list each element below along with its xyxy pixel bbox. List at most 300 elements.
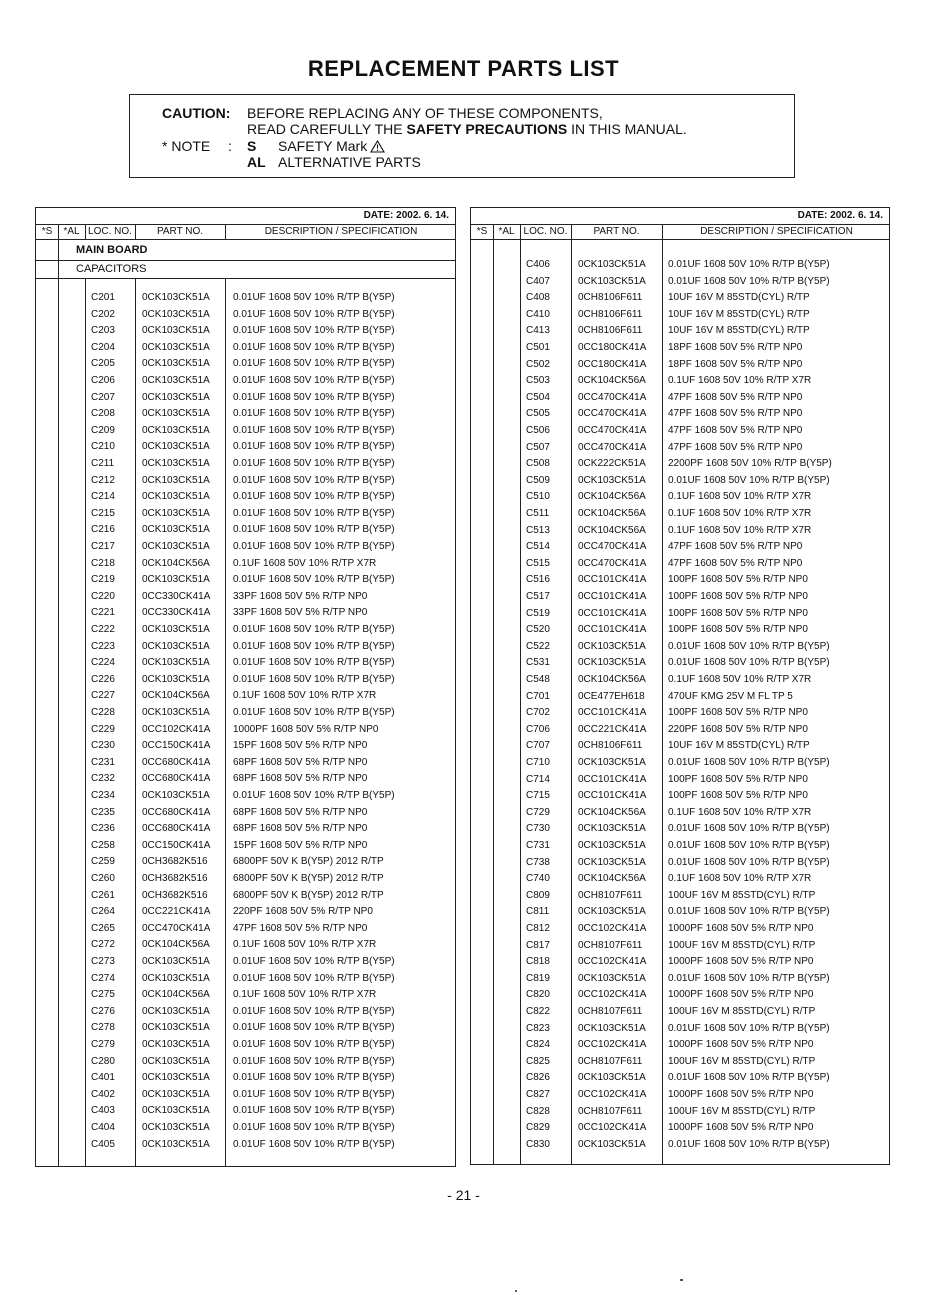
description-cell: 0.01UF 1608 50V 10% R/TP B(Y5P) xyxy=(233,458,395,469)
alternative-code: AL xyxy=(247,154,266,170)
description-cell: 470UF KMG 25V M FL TP 5 xyxy=(668,690,793,702)
table-row xyxy=(36,489,455,506)
table-header xyxy=(36,224,455,239)
description-cell: 0.01UF 1608 50V 10% R/TP B(Y5P) xyxy=(233,1022,395,1034)
loc-cell: C829 xyxy=(526,1122,550,1134)
loc-cell: C811 xyxy=(526,906,550,918)
description-cell: 0.01UF 1608 50V 10% R/TP B(Y5P) xyxy=(233,424,395,436)
loc-cell: C505 xyxy=(526,408,550,420)
loc-cell: C825 xyxy=(526,1055,550,1067)
section-main-board: MAIN BOARD xyxy=(76,244,148,256)
loc-cell: C514 xyxy=(526,541,550,553)
table-row xyxy=(36,307,455,324)
description-cell: 6800PF 50V K B(Y5P) 2012 R/TP xyxy=(233,873,384,884)
table-row xyxy=(471,904,889,921)
part-number-cell: 0CK104CK56A xyxy=(578,873,646,885)
table-row xyxy=(36,688,455,705)
table-row xyxy=(36,1004,455,1021)
loc-cell: C276 xyxy=(91,1005,115,1017)
table-row xyxy=(36,854,455,871)
table-row xyxy=(36,473,455,490)
description-cell: 0.01UF 1608 50V 10% R/TP B(Y5P) xyxy=(233,624,395,635)
table-row xyxy=(36,672,455,689)
loc-cell: C216 xyxy=(91,524,115,536)
header-s: *S xyxy=(41,226,53,237)
description-cell: 100UF 16V M 85STD(CYL) R/TP xyxy=(668,1105,816,1117)
table-row xyxy=(471,705,889,722)
loc-cell: C274 xyxy=(91,972,115,984)
header-desc: DESCRIPTION / SPECIFICATION xyxy=(264,226,418,237)
description-cell: 0.1UF 1608 50V 10% R/TP X7R xyxy=(668,524,812,536)
part-number-cell: 0CK103CK51A xyxy=(142,424,210,436)
table-row xyxy=(36,921,455,938)
loc-cell: C404 xyxy=(91,1122,115,1133)
loc-cell: C232 xyxy=(91,773,115,785)
table-row xyxy=(471,489,889,506)
description-cell: 0.01UF 1608 50V 10% R/TP B(Y5P) xyxy=(668,906,830,918)
loc-cell: C203 xyxy=(91,325,115,337)
table-row xyxy=(471,340,889,357)
part-number-cell: 0CK103CK51A xyxy=(142,507,210,519)
part-number-cell: 0CK103CK51A xyxy=(142,541,210,552)
loc-cell: C260 xyxy=(91,873,115,884)
table-row xyxy=(36,987,455,1004)
loc-cell: C221 xyxy=(91,607,115,619)
table-row xyxy=(471,838,889,855)
scan-speck xyxy=(680,1279,683,1281)
description-cell: 1000PF 1608 50V 5% R/TP NP0 xyxy=(668,956,814,968)
part-number-cell: 0CC470CK41A xyxy=(578,441,647,453)
description-cell: 0.1UF 1608 50V 10% R/TP X7R xyxy=(233,939,377,951)
table-row xyxy=(471,423,889,440)
table-row xyxy=(471,290,889,307)
part-number-cell: 0CK103CK51A xyxy=(578,1138,646,1150)
description-cell: 0.01UF 1608 50V 10% R/TP B(Y5P) xyxy=(233,341,395,353)
parts-table-right xyxy=(470,207,890,1165)
part-number-cell: 0CC330CK41A xyxy=(142,607,211,619)
loc-cell: C218 xyxy=(91,557,115,569)
part-number-cell: 0CK103CK51A xyxy=(142,375,210,386)
caution-line-2: READ CAREFULLY THE SAFETY PRECAUTIONS IN THIS MANUAL. xyxy=(247,121,687,137)
loc-cell: C264 xyxy=(91,906,115,918)
table-row xyxy=(471,572,889,589)
table-row xyxy=(471,655,889,672)
loc-cell: C823 xyxy=(526,1022,550,1034)
loc-cell: C202 xyxy=(91,308,115,320)
description-cell: 100UF 16V M 85STD(CYL) R/TP xyxy=(668,1006,816,1017)
part-number-cell: 0CC101CK41A xyxy=(578,607,647,619)
description-cell: 1000PF 1608 50V 5% R/TP NP0 xyxy=(668,989,814,1001)
description-cell: 0.01UF 1608 50V 10% R/TP B(Y5P) xyxy=(233,1072,395,1084)
part-number-cell: 0CK104CK56A xyxy=(578,508,646,519)
description-cell: 220PF 1608 50V 5% R/TP NP0 xyxy=(233,906,373,918)
description-cell: 0.01UF 1608 50V 10% R/TP B(Y5P) xyxy=(233,956,395,967)
part-number-cell: 0CK103CK51A xyxy=(142,341,210,353)
part-number-cell: 0CK103CK51A xyxy=(142,308,210,320)
loc-cell: C516 xyxy=(526,574,550,586)
part-number-cell: 0CK103CK51A xyxy=(578,640,646,652)
table-row xyxy=(36,821,455,838)
loc-cell: C208 xyxy=(91,408,115,420)
loc-cell: C230 xyxy=(91,740,115,752)
table-row xyxy=(36,406,455,423)
part-number-cell: 0CH8106F611 xyxy=(578,292,643,304)
part-number-cell: 0CC102CK41A xyxy=(578,923,647,934)
loc-cell: C236 xyxy=(91,823,115,835)
part-number-cell: 0CK103CK51A xyxy=(578,275,646,287)
loc-cell: C413 xyxy=(526,325,550,337)
description-cell: 100UF 16V M 85STD(CYL) R/TP xyxy=(668,939,816,951)
subsection-capacitors: CAPACITORS xyxy=(76,263,147,275)
loc-cell: C730 xyxy=(526,823,550,835)
table-row xyxy=(36,356,455,373)
description-cell: 15PF 1608 50V 5% R/TP NP0 xyxy=(233,740,368,752)
description-cell: 100PF 1608 50V 5% R/TP NP0 xyxy=(668,591,808,602)
table-row xyxy=(471,1037,889,1054)
part-number-cell: 0CC470CK41A xyxy=(142,922,211,934)
loc-cell: C214 xyxy=(91,491,115,503)
part-number-cell: 0CK103CK51A xyxy=(142,1088,210,1100)
table-row xyxy=(36,423,455,440)
loc-cell: C738 xyxy=(526,856,550,868)
loc-cell: C401 xyxy=(91,1072,115,1084)
part-number-cell: 0CK103CK51A xyxy=(578,856,646,868)
loc-cell: C531 xyxy=(526,657,550,669)
table-row xyxy=(36,589,455,606)
table-row xyxy=(471,888,889,905)
table-row xyxy=(36,805,455,822)
description-cell: 0.01UF 1608 50V 10% R/TP B(Y5P) xyxy=(668,840,830,851)
part-number-cell: 0CC180CK41A xyxy=(578,358,647,370)
part-number-cell: 0CC680CK41A xyxy=(142,823,211,835)
part-number-cell: 0CK103CK51A xyxy=(142,640,210,652)
description-cell: 0.01UF 1608 50V 10% R/TP B(Y5P) xyxy=(233,292,395,303)
safety-code: S xyxy=(247,138,257,154)
description-cell: 0.1UF 1608 50V 10% R/TP X7R xyxy=(233,989,377,1001)
part-number-cell: 0CC680CK41A xyxy=(142,756,211,768)
loc-cell: C702 xyxy=(526,707,550,719)
table-row xyxy=(471,622,889,639)
description-cell: 0.1UF 1608 50V 10% R/TP X7R xyxy=(668,375,812,387)
part-number-cell: 0CC470CK41A xyxy=(578,557,647,569)
part-number-cell: 0CK103CK51A xyxy=(142,491,210,503)
table-row xyxy=(471,1087,889,1104)
table-row xyxy=(36,722,455,739)
description-cell: 10UF 16V M 85STD(CYL) R/TP xyxy=(668,292,810,304)
table-row xyxy=(471,938,889,955)
description-cell: 1000PF 1608 50V 5% R/TP NP0 xyxy=(668,1089,814,1100)
loc-cell: C824 xyxy=(526,1039,550,1051)
loc-cell: C818 xyxy=(526,956,550,968)
table-row xyxy=(471,257,889,274)
table-row xyxy=(471,323,889,340)
description-cell: 0.01UF 1608 50V 10% R/TP B(Y5P) xyxy=(233,1138,395,1150)
part-number-cell: 0CK103CK51A xyxy=(142,624,210,635)
description-cell: 33PF 1608 50V 5% R/TP NP0 xyxy=(233,590,368,602)
description-cell: 2200PF 1608 50V 10% R/TP B(Y5P) xyxy=(668,458,832,470)
loc-cell: C710 xyxy=(526,757,550,768)
part-number-cell: 0CK103CK51A xyxy=(578,906,646,918)
description-cell: 0.1UF 1608 50V 10% R/TP X7R xyxy=(668,873,812,885)
part-number-cell: 0CC150CK41A xyxy=(142,839,211,851)
description-cell: 47PF 1608 50V 5% R/TP NP0 xyxy=(668,391,803,403)
description-cell: 0.01UF 1608 50V 10% R/TP B(Y5P) xyxy=(668,657,830,669)
table-row xyxy=(471,672,889,689)
part-number-cell: 0CC330CK41A xyxy=(142,590,211,602)
description-cell: 0.01UF 1608 50V 10% R/TP B(Y5P) xyxy=(233,1005,395,1017)
part-number-cell: 0CK103CK51A xyxy=(142,292,210,303)
table-row xyxy=(471,1104,889,1121)
part-number-cell: 0CH8107F611 xyxy=(578,889,643,901)
header-desc: DESCRIPTION / SPECIFICATION xyxy=(700,226,853,237)
table-row xyxy=(471,589,889,606)
part-number-cell: 0CK103CK51A xyxy=(142,408,210,420)
table-row xyxy=(36,1137,455,1154)
part-number-cell: 0CK103CK51A xyxy=(142,474,210,486)
parts-table-left xyxy=(35,207,456,1167)
table-row xyxy=(471,556,889,573)
part-number-cell: 0CC101CK41A xyxy=(578,790,647,802)
table-row xyxy=(36,771,455,788)
part-number-cell: 0CK103CK51A xyxy=(142,972,210,984)
loc-cell: C205 xyxy=(91,358,115,370)
description-cell: 0.01UF 1608 50V 10% R/TP B(Y5P) xyxy=(233,474,395,486)
part-number-cell: 0CC150CK41A xyxy=(142,740,211,752)
table-row xyxy=(471,373,889,390)
table-row xyxy=(471,987,889,1004)
description-cell: 0.01UF 1608 50V 10% R/TP B(Y5P) xyxy=(668,259,830,270)
loc-cell: C510 xyxy=(526,491,550,503)
part-number-cell: 0CC680CK41A xyxy=(142,773,211,785)
table-row xyxy=(36,290,455,307)
loc-cell: C407 xyxy=(526,275,550,287)
table-row xyxy=(471,1054,889,1071)
part-number-cell: 0CK103CK51A xyxy=(142,391,210,403)
note-colon: : xyxy=(228,138,232,154)
description-cell: 0.01UF 1608 50V 10% R/TP B(Y5P) xyxy=(233,308,395,320)
description-cell: 220PF 1608 50V 5% R/TP NP0 xyxy=(668,723,808,735)
caution-label: CAUTION: xyxy=(162,105,231,121)
table-row xyxy=(36,888,455,905)
part-number-cell: 0CH8106F611 xyxy=(578,325,643,337)
loc-cell: C701 xyxy=(526,690,550,702)
loc-cell: C201 xyxy=(91,292,115,303)
description-cell: 0.01UF 1608 50V 10% R/TP B(Y5P) xyxy=(233,441,395,453)
part-number-cell: 0CH3682K516 xyxy=(142,889,208,901)
scan-speck xyxy=(515,1290,517,1292)
part-number-cell: 0CK103CK51A xyxy=(142,1005,210,1017)
description-cell: 0.01UF 1608 50V 10% R/TP B(Y5P) xyxy=(233,491,395,503)
table-row xyxy=(471,921,889,938)
table-row xyxy=(471,788,889,805)
loc-cell: C826 xyxy=(526,1072,550,1084)
description-cell: 68PF 1608 50V 5% R/TP NP0 xyxy=(233,773,368,785)
part-number-cell: 0CK104CK56A xyxy=(578,524,646,536)
description-cell: 47PF 1608 50V 5% R/TP NP0 xyxy=(668,441,803,453)
description-cell: 1000PF 1608 50V 5% R/TP NP0 xyxy=(668,1122,814,1134)
loc-cell: C204 xyxy=(91,341,115,353)
part-number-cell: 0CC221CK41A xyxy=(142,906,211,918)
table-row xyxy=(36,622,455,639)
table-row xyxy=(471,1004,889,1021)
loc-cell: C507 xyxy=(526,441,550,453)
loc-cell: C517 xyxy=(526,591,550,602)
loc-cell: C506 xyxy=(526,425,550,436)
part-number-cell: 0CH8106F611 xyxy=(578,308,643,320)
table-row xyxy=(36,871,455,888)
caution-line-1: BEFORE REPLACING ANY OF THESE COMPONENTS, xyxy=(247,105,603,121)
part-number-cell: 0CC101CK41A xyxy=(578,574,647,586)
part-number-cell: 0CK104CK56A xyxy=(578,491,646,503)
part-number-cell: 0CC470CK41A xyxy=(578,391,647,403)
description-cell: 0.1UF 1608 50V 10% R/TP X7R xyxy=(233,557,377,569)
part-number-cell: 0CK103CK51A xyxy=(578,474,646,486)
description-cell: 68PF 1608 50V 5% R/TP NP0 xyxy=(233,823,368,835)
note-label: * NOTE xyxy=(162,138,211,154)
table-row xyxy=(471,722,889,739)
table-row xyxy=(471,772,889,789)
description-cell: 100PF 1608 50V 5% R/TP NP0 xyxy=(668,574,808,586)
part-number-cell: 0CK103CK51A xyxy=(142,1022,210,1034)
description-cell: 47PF 1608 50V 5% R/TP NP0 xyxy=(668,541,803,553)
description-cell: 0.1UF 1608 50V 10% R/TP X7R xyxy=(668,674,812,685)
table-row xyxy=(471,539,889,556)
part-number-cell: 0CK103CK51A xyxy=(142,325,210,337)
description-cell: 0.01UF 1608 50V 10% R/TP B(Y5P) xyxy=(668,640,830,652)
loc-cell: C522 xyxy=(526,640,550,652)
loc-cell: C830 xyxy=(526,1138,550,1150)
table-row xyxy=(471,307,889,324)
table-row xyxy=(471,274,889,291)
loc-cell: C406 xyxy=(526,259,550,270)
part-number-cell: 0CK103CK51A xyxy=(578,757,646,768)
alternative-text: ALTERNATIVE PARTS xyxy=(278,154,421,170)
description-cell: 0.01UF 1608 50V 10% R/TP B(Y5P) xyxy=(233,790,395,801)
part-number-cell: 0CC101CK41A xyxy=(578,707,647,719)
table-row xyxy=(471,390,889,407)
loc-cell: C234 xyxy=(91,790,115,801)
safety-mark-text: SAFETY Mark xyxy=(278,138,385,154)
loc-cell: C405 xyxy=(91,1138,115,1150)
part-number-cell: 0CK103CK51A xyxy=(142,1072,210,1084)
loc-cell: C217 xyxy=(91,541,115,552)
loc-cell: C222 xyxy=(91,624,115,635)
part-number-cell: 0CK104CK56A xyxy=(578,375,646,387)
table-row xyxy=(36,390,455,407)
part-number-cell: 0CH8107F611 xyxy=(578,939,643,951)
page-title: REPLACEMENT PARTS LIST xyxy=(307,56,620,81)
description-cell: 0.1UF 1608 50V 10% R/TP X7R xyxy=(668,491,812,503)
description-cell: 0.01UF 1608 50V 10% R/TP B(Y5P) xyxy=(233,325,395,337)
table-row xyxy=(36,904,455,921)
table-row xyxy=(36,439,455,456)
table-row xyxy=(471,1137,889,1154)
header-s: *S xyxy=(476,226,488,237)
description-cell: 100PF 1608 50V 5% R/TP NP0 xyxy=(668,707,808,719)
part-number-cell: 0CK103CK51A xyxy=(142,574,210,586)
loc-cell: C210 xyxy=(91,441,115,453)
part-number-cell: 0CC470CK41A xyxy=(578,408,647,420)
table-row xyxy=(36,838,455,855)
description-cell: 0.01UF 1608 50V 10% R/TP B(Y5P) xyxy=(233,507,395,519)
loc-cell: C501 xyxy=(526,342,550,353)
loc-cell: C515 xyxy=(526,557,550,569)
part-number-cell: 0CK103CK51A xyxy=(142,441,210,453)
description-cell: 1000PF 1608 50V 5% R/TP NP0 xyxy=(668,923,814,934)
caution-box xyxy=(129,94,795,178)
description-cell: 100PF 1608 50V 5% R/TP NP0 xyxy=(668,607,808,619)
description-cell: 0.01UF 1608 50V 10% R/TP B(Y5P) xyxy=(233,1105,395,1117)
description-cell: 10UF 16V M 85STD(CYL) R/TP xyxy=(668,308,810,320)
part-number-cell: 0CK103CK51A xyxy=(142,1055,210,1067)
description-cell: 0.1UF 1608 50V 10% R/TP X7R xyxy=(668,508,812,519)
description-cell: 18PF 1608 50V 5% R/TP NP0 xyxy=(668,358,803,370)
loc-cell: C219 xyxy=(91,574,115,586)
loc-cell: C513 xyxy=(526,524,550,536)
part-number-cell: 0CC102CK41A xyxy=(578,1089,647,1100)
loc-cell: C235 xyxy=(91,806,115,818)
part-number-cell: 0CC180CK41A xyxy=(578,342,647,353)
date-label: DATE: 2002. 6. 14. xyxy=(797,210,883,221)
table-row xyxy=(471,1120,889,1137)
description-cell: 0.01UF 1608 50V 10% R/TP B(Y5P) xyxy=(233,640,395,652)
description-cell: 0.01UF 1608 50V 10% R/TP B(Y5P) xyxy=(233,375,395,386)
table-header xyxy=(471,224,889,239)
loc-cell: C827 xyxy=(526,1089,550,1100)
part-number-cell: 0CH8107F611 xyxy=(578,1105,643,1117)
description-cell: 47PF 1608 50V 5% R/TP NP0 xyxy=(668,425,803,436)
part-number-cell: 0CK104CK56A xyxy=(578,674,646,685)
loc-cell: C226 xyxy=(91,673,115,685)
description-cell: 18PF 1608 50V 5% R/TP NP0 xyxy=(668,342,803,353)
loc-cell: C706 xyxy=(526,723,550,735)
loc-cell: C272 xyxy=(91,939,115,951)
loc-cell: C220 xyxy=(91,590,115,602)
part-number-cell: 0CK104CK56A xyxy=(142,939,210,951)
loc-cell: C820 xyxy=(526,989,550,1001)
part-number-cell: 0CC101CK41A xyxy=(578,773,647,785)
part-number-cell: 0CK103CK51A xyxy=(142,458,210,469)
table-row xyxy=(471,738,889,755)
table-row xyxy=(471,440,889,457)
description-cell: 10UF 16V M 85STD(CYL) R/TP xyxy=(668,325,810,337)
table-row xyxy=(36,937,455,954)
table-row xyxy=(471,954,889,971)
table-row xyxy=(471,1070,889,1087)
table-row xyxy=(36,340,455,357)
loc-cell: C819 xyxy=(526,972,550,984)
table-row xyxy=(36,1103,455,1120)
table-row xyxy=(36,1037,455,1054)
part-number-cell: 0CK222CK51A xyxy=(578,458,646,470)
loc-cell: C275 xyxy=(91,989,115,1001)
loc-cell: C817 xyxy=(526,939,550,951)
description-cell: 0.01UF 1608 50V 10% R/TP B(Y5P) xyxy=(233,1088,395,1100)
part-number-cell: 0CC102CK41A xyxy=(142,723,211,735)
part-number-cell: 0CC221CK41A xyxy=(578,723,647,735)
description-cell: 0.1UF 1608 50V 10% R/TP X7R xyxy=(233,690,377,702)
loc-cell: C259 xyxy=(91,856,115,868)
part-number-cell: 0CK103CK51A xyxy=(142,790,210,801)
table-row xyxy=(471,1021,889,1038)
part-number-cell: 0CK104CK56A xyxy=(142,557,210,569)
loc-cell: C224 xyxy=(91,657,115,669)
part-number-cell: 0CC101CK41A xyxy=(578,591,647,602)
part-number-cell: 0CK104CK56A xyxy=(578,806,646,818)
loc-cell: C265 xyxy=(91,922,115,934)
table-row xyxy=(36,506,455,523)
loc-cell: C280 xyxy=(91,1055,115,1067)
